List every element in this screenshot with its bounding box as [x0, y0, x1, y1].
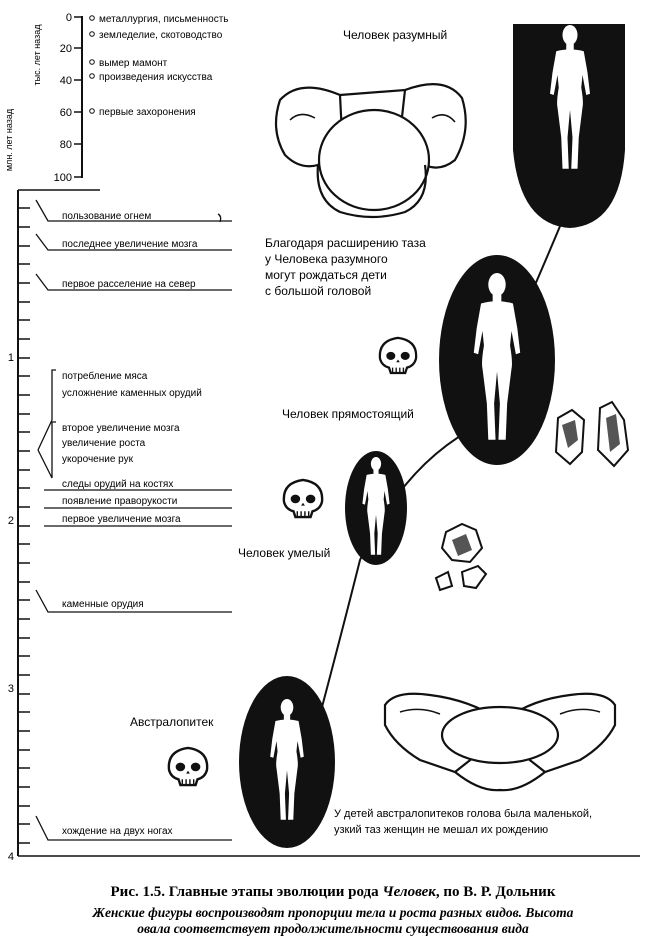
event-dot [90, 74, 95, 79]
main-axis-title: млн. лет назад [4, 108, 14, 172]
caption-title-suffix: , по В. Р. Дольник [435, 884, 556, 900]
note-pelvis-australo-1: У детей австралопитеков голова была маленькой, [334, 808, 593, 820]
event-burials: первые захоронения [99, 107, 196, 118]
top-axis-title: тыс. лет назад [32, 24, 42, 86]
event-dot [90, 60, 95, 65]
event-arms: укорочение рук [62, 454, 133, 465]
tools-habilis [436, 524, 486, 590]
top-tick-20: 20 [59, 43, 72, 55]
event-right-hand: появление праворукости [62, 496, 178, 507]
main-tick-2: 2 [7, 515, 14, 527]
event-first-brain: первое увеличение мозга [62, 514, 181, 525]
note-pelvis-sapiens-2: у Человека разумного [265, 252, 388, 266]
note-pelvis-sapiens-1: Благодаря расширению таза [265, 236, 426, 250]
event-metallurgy: металлургия, письменность [99, 14, 229, 25]
caption-line-3: овала соответствует продолжительности существования вида [137, 921, 529, 936]
event-tool-marks: следы орудий на костях [62, 479, 174, 490]
pelvis-australopithecus [385, 694, 615, 790]
caption-title [111, 884, 556, 900]
event-meat: потребление мяса [62, 371, 148, 382]
oval-australopithecus [239, 676, 335, 848]
main-tick-1: 1 [7, 352, 14, 364]
caption-line-2: Женские фигуры воспроизводят пропорции тела и роста разных видов. Высота [92, 905, 574, 920]
event-height: увеличение роста [62, 438, 146, 449]
event-last-brain: последнее увеличение мозга [62, 239, 198, 250]
skull-erectus [380, 338, 416, 373]
event-tools-complex: усложнение каменных орудий [62, 388, 202, 399]
event-dot [90, 16, 95, 21]
event-fire: пользование огнем [62, 211, 152, 222]
note-pelvis-australo-2: узкий таз женщин не мешал их рождению [334, 824, 549, 836]
note-pelvis-sapiens-4: с большой головой [265, 284, 372, 298]
event-stone-tools: каменные орудия [62, 599, 144, 610]
pelvis-sapiens [276, 84, 466, 217]
top-tick-40: 40 [59, 75, 72, 87]
event-dot [90, 32, 95, 37]
top-tick-100: 100 [53, 172, 72, 184]
event-dot [90, 109, 95, 114]
skull-australopithecus [169, 748, 207, 785]
event-first-north: первое расселение на север [62, 279, 196, 290]
note-pelvis-sapiens-3: могут рождаться дети [265, 268, 387, 282]
event-bipedal: хождение на двух ногах [62, 826, 173, 837]
caption-title-genus: Человек [382, 884, 436, 900]
main-tick-3: 3 [7, 683, 14, 695]
main-tick-4: 4 [7, 851, 14, 863]
label-australopithecus: Австралопитек [130, 715, 214, 729]
oval-habilis [345, 451, 407, 565]
label-sapiens: Человек разумный [343, 28, 448, 42]
tools-erectus [556, 402, 628, 466]
skull-habilis [284, 480, 322, 517]
oval-sapiens [513, 24, 625, 228]
event-art: произведения искусства [99, 72, 213, 83]
top-axis-ticks [74, 17, 82, 177]
oval-erectus [439, 255, 555, 465]
label-erectus: Человек прямостоящий [282, 407, 414, 421]
event-second-brain: второе увеличение мозга [62, 423, 180, 434]
top-tick-80: 80 [59, 139, 72, 151]
label-habilis: Человек умелый [238, 546, 331, 560]
top-tick-0: 0 [65, 12, 72, 24]
event-agriculture: земледелие, скотоводство [99, 30, 223, 41]
event-mammoth: вымер мамонт [99, 58, 168, 69]
main-axis-ticks [18, 208, 30, 843]
caption-title-prefix: Рис. 1.5. Главные этапы эволюции рода [110, 884, 379, 900]
top-tick-60: 60 [59, 107, 72, 119]
